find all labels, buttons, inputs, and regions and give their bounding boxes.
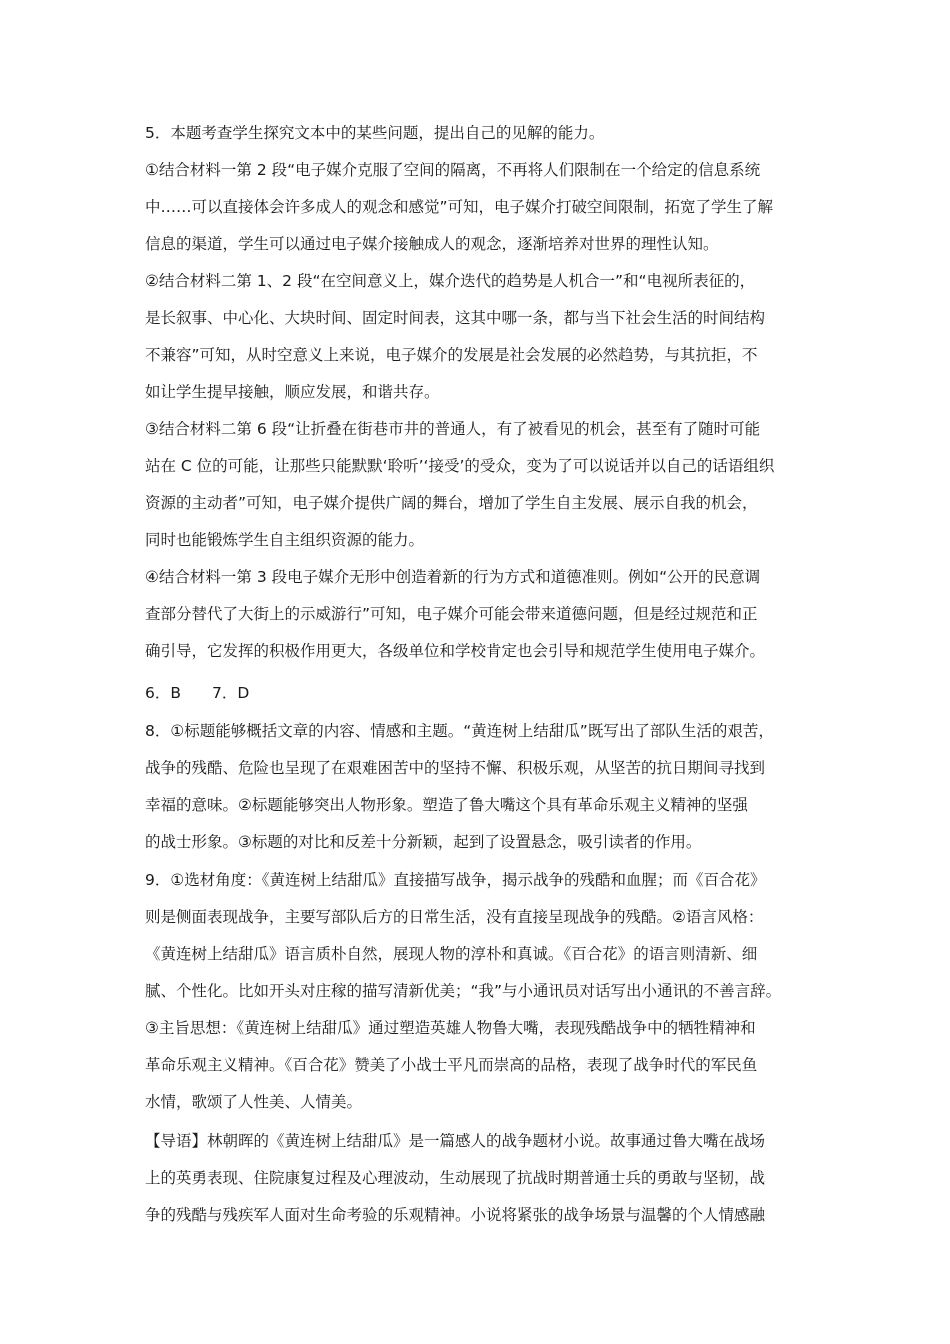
- text-line: 水情，歌颂了人性美、人情美。: [145, 1093, 363, 1111]
- text-line: 9．①选材角度：《黄连树上结甜瓜》直接描写战争，揭示战争的残酷和血腥；而《百合花》: [145, 871, 766, 889]
- text-line: 站在 C 位的可能，让那些只能默默‘聆听’‘接受’的受众，变为了可以说话并以自己的话语组织: [145, 457, 775, 475]
- text-line: 的战士形象。③标题的对比和反差十分新颖，起到了设置悬念，吸引读者的作用。: [145, 833, 702, 851]
- text-line: 战争的残酷、危险也呈现了在艰难困苦中的坚持不懈、积极乐观，从坚苦的抗日期间寻找到: [145, 759, 766, 777]
- text-line: 如让学生提早接触，顺应发展，和谐共存。: [145, 383, 440, 401]
- text-line: 争的残酷与残疾军人面对生命考验的乐观精神。小说将紧张的战争场景与温馨的个人情感融: [145, 1206, 766, 1224]
- text-line: 腻、个性化。比如开头对庄稼的描写清新优美；“我”与小通讯员对话写出小通讯的不善言辞。: [145, 982, 782, 1000]
- text-line: 【导语】林朝晖的《黄连树上结甜瓜》是一篇感人的战争题材小说。故事通过鲁大嘴在战场: [145, 1132, 766, 1150]
- text-line: 则是侧面表现战争，主要写部队后方的日常生活，没有直接呈现战争的残酷。②语言风格：: [145, 908, 764, 926]
- text-line: 是长叙事、中心化、大块时间、固定时间表，这其中哪一条，都与当下社会生活的时间结构: [145, 309, 766, 327]
- text-line: 同时也能锻炼学生自主组织资源的能力。: [145, 531, 425, 549]
- text-line: 确引导，它发挥的积极作用更大，各级单位和学校肯定也会引导和规范学生使用电子媒介。: [145, 642, 766, 660]
- text-line: 《黄连树上结甜瓜》语言质朴自然，展现人物的淳朴和真诚。《百合花》的语言则清新、细: [145, 945, 758, 963]
- text-line: 不兼容”可知，从时空意义上来说，电子媒介的发展是社会发展的必然趋势，与其抗拒，不: [145, 346, 758, 364]
- text-line: 幸福的意味。②标题能够突出人物形象。塑造了鲁大嘴这个具有革命乐观主义精神的坚强: [145, 796, 748, 814]
- text-line: 6．B 7．D: [145, 684, 250, 702]
- text-line: ③结合材料二第 6 段“让折叠在街巷市井的普通人，有了被看见的机会，甚至有了随时可能: [145, 420, 761, 438]
- text-line: 革命乐观主义精神。《百合花》赞美了小战士平凡而崇高的品格，表现了战争时代的军民鱼: [145, 1056, 758, 1074]
- text-line: 8．①标题能够概括文章的内容、情感和主题。“黄连树上结甜瓜”既写出了部队生活的艰苦，: [145, 722, 774, 740]
- text-line: 信息的渠道，学生可以通过电子媒介接触成人的观念，逐渐培养对世界的理性认知。: [145, 235, 719, 253]
- text-line: 查部分替代了大街上的示威游行”可知，电子媒介可能会带来道德问题，但是经过规范和正: [145, 605, 758, 623]
- text-line: 5．本题考查学生探究文本中的某些问题，提出自己的见解的能力。: [145, 124, 605, 142]
- text-line: ②结合材料二第 1、2 段“在空间意义上，媒介迭代的趋势是人机合一”和“电视所表征的，: [145, 272, 756, 290]
- text-line: 上的英勇表现、住院康复过程及心理波动，生动展现了抗战时期普通士兵的勇敢与坚韧，战: [145, 1169, 766, 1187]
- text-line: 资源的主动者”可知，电子媒介提供广阔的舞台，增加了学生自主发展、展示自我的机会，: [145, 494, 758, 512]
- text-line: 中……可以直接体会许多成人的观念和感觉”可知，电子媒介打破空间限制，拓宽了学生了解: [145, 198, 774, 216]
- text-line: ④结合材料一第 3 段电子媒介无形中创造着新的行为方式和道德准则。例如“公开的民意调: [145, 568, 761, 586]
- text-line: ③主旨思想：《黄连树上结甜瓜》通过塑造英雄人物鲁大嘴，表现残酷战争中的牺牲精神和: [145, 1019, 756, 1037]
- text-line: ①结合材料一第 2 段“电子媒介克服了空间的隔离，不再将人们限制在一个给定的信息系统: [145, 161, 761, 179]
